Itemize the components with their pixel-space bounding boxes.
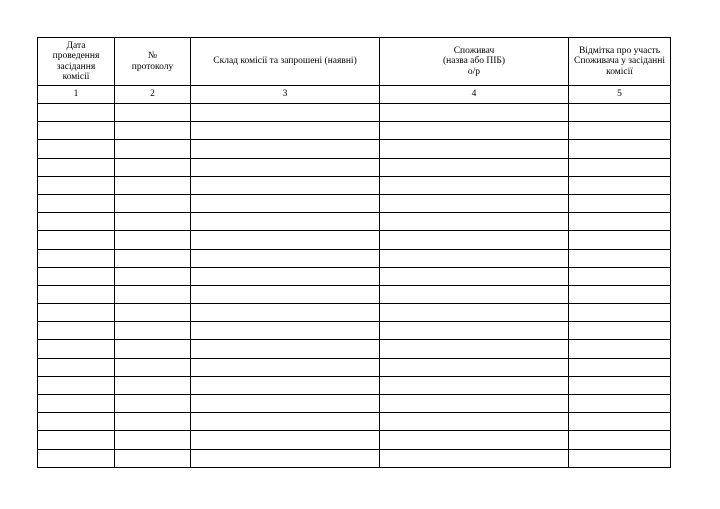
table-cell[interactable]: [38, 213, 115, 231]
table-row: [38, 358, 671, 376]
table-cell[interactable]: [380, 340, 569, 358]
header-consumer: Споживач (назва або ПІБ) о/р: [380, 38, 569, 86]
table-cell[interactable]: [115, 304, 191, 322]
column-number: 3: [191, 86, 380, 104]
column-number: 2: [115, 86, 191, 104]
table-row: [38, 376, 671, 394]
table-cell[interactable]: [380, 140, 569, 158]
table-cell[interactable]: [380, 122, 569, 140]
table-cell[interactable]: [380, 395, 569, 413]
table-cell[interactable]: [191, 449, 380, 467]
table-row: [38, 213, 671, 231]
table-cell[interactable]: [569, 122, 671, 140]
table-cell[interactable]: [191, 267, 380, 285]
table-cell[interactable]: [569, 413, 671, 431]
table-cell[interactable]: [380, 376, 569, 394]
table-cell[interactable]: [115, 104, 191, 122]
table-cell[interactable]: [115, 267, 191, 285]
table-cell[interactable]: [191, 140, 380, 158]
table-row: [38, 431, 671, 449]
table-row: [38, 140, 671, 158]
table-row: [38, 285, 671, 303]
table-cell[interactable]: [191, 122, 380, 140]
table-row: [38, 267, 671, 285]
table-cell[interactable]: [380, 304, 569, 322]
table-cell[interactable]: [380, 431, 569, 449]
table-cell[interactable]: [191, 249, 380, 267]
table-cell[interactable]: [380, 413, 569, 431]
table-cell[interactable]: [380, 322, 569, 340]
column-number: 4: [380, 86, 569, 104]
table-row: [38, 194, 671, 212]
table-cell[interactable]: [569, 449, 671, 467]
table-cell[interactable]: [380, 285, 569, 303]
table-cell[interactable]: [38, 158, 115, 176]
table-cell[interactable]: [569, 285, 671, 303]
table-cell[interactable]: [115, 285, 191, 303]
table-cell[interactable]: [380, 194, 569, 212]
column-number-row: [38, 86, 671, 104]
table-cell[interactable]: [115, 176, 191, 194]
table-cell[interactable]: [115, 249, 191, 267]
table-cell[interactable]: [38, 267, 115, 285]
table-cell[interactable]: [191, 358, 380, 376]
table-cell[interactable]: [569, 213, 671, 231]
table-row: [38, 231, 671, 249]
table-cell[interactable]: [115, 376, 191, 394]
column-number: 5: [569, 86, 671, 104]
table-cell[interactable]: [191, 176, 380, 194]
table-cell[interactable]: [569, 322, 671, 340]
header-commission-members: Склад комісії та запрошені (наявні): [191, 38, 380, 86]
table-cell[interactable]: [115, 431, 191, 449]
table-cell[interactable]: [191, 340, 380, 358]
table-cell[interactable]: [569, 176, 671, 194]
table-cell[interactable]: [38, 176, 115, 194]
table-cell[interactable]: [38, 249, 115, 267]
table-row: [38, 413, 671, 431]
commission-register-table: [37, 37, 671, 468]
table-cell[interactable]: [569, 395, 671, 413]
table-cell[interactable]: [191, 285, 380, 303]
table-cell[interactable]: [115, 449, 191, 467]
table-cell[interactable]: [115, 122, 191, 140]
table-cell[interactable]: [569, 340, 671, 358]
table-cell[interactable]: [191, 413, 380, 431]
table-cell[interactable]: [569, 140, 671, 158]
header-protocol-number: № протоколу: [115, 38, 191, 86]
table-cell[interactable]: [191, 213, 380, 231]
table-cell[interactable]: [569, 431, 671, 449]
table-cell[interactable]: [38, 104, 115, 122]
table-cell[interactable]: [38, 413, 115, 431]
column-number: 1: [38, 86, 115, 104]
table-cell[interactable]: [569, 158, 671, 176]
table-row: [38, 304, 671, 322]
table-cell[interactable]: [191, 376, 380, 394]
table-cell[interactable]: [380, 231, 569, 249]
table-cell[interactable]: [380, 267, 569, 285]
header-meeting-date: Дата проведення засідання комісії: [38, 38, 115, 86]
table-cell[interactable]: [380, 176, 569, 194]
table-cell[interactable]: [569, 376, 671, 394]
table-row: [38, 249, 671, 267]
table-row: [38, 449, 671, 467]
table-cell[interactable]: [380, 249, 569, 267]
table-cell[interactable]: [380, 158, 569, 176]
table-row: [38, 158, 671, 176]
table-cell[interactable]: [191, 231, 380, 249]
table-cell[interactable]: [38, 140, 115, 158]
table-cell[interactable]: [191, 431, 380, 449]
table-row: [38, 122, 671, 140]
table-cell[interactable]: [115, 395, 191, 413]
table-cell[interactable]: [191, 395, 380, 413]
table-cell[interactable]: [115, 213, 191, 231]
header-row: [38, 38, 671, 86]
register-body: [38, 104, 671, 468]
table-row: [38, 340, 671, 358]
header-consumer-participation: Відмітка про участь Споживача у засіданні комісії: [569, 38, 671, 86]
table-cell[interactable]: [115, 358, 191, 376]
table-cell[interactable]: [380, 358, 569, 376]
table-cell[interactable]: [38, 304, 115, 322]
table-cell[interactable]: [115, 140, 191, 158]
table-cell[interactable]: [380, 104, 569, 122]
table-cell[interactable]: [191, 158, 380, 176]
table-cell[interactable]: [115, 194, 191, 212]
table-cell[interactable]: [38, 449, 115, 467]
table-cell[interactable]: [191, 194, 380, 212]
table-cell[interactable]: [38, 340, 115, 358]
table-cell[interactable]: [115, 322, 191, 340]
table-cell[interactable]: [191, 104, 380, 122]
table-cell[interactable]: [569, 358, 671, 376]
table-cell[interactable]: [38, 376, 115, 394]
table-cell[interactable]: [38, 322, 115, 340]
table-cell[interactable]: [38, 431, 115, 449]
table-cell[interactable]: [38, 231, 115, 249]
table-cell[interactable]: [191, 322, 380, 340]
table-cell[interactable]: [569, 267, 671, 285]
table-cell[interactable]: [38, 122, 115, 140]
document-sheet: [37, 37, 670, 468]
table-cell[interactable]: [380, 449, 569, 467]
table-cell[interactable]: [38, 395, 115, 413]
table-cell[interactable]: [569, 104, 671, 122]
table-cell[interactable]: [38, 194, 115, 212]
table-cell[interactable]: [380, 213, 569, 231]
table-cell[interactable]: [569, 231, 671, 249]
table-cell[interactable]: [38, 285, 115, 303]
table-cell[interactable]: [115, 231, 191, 249]
table-row: [38, 395, 671, 413]
table-cell[interactable]: [569, 249, 671, 267]
table-cell[interactable]: [569, 194, 671, 212]
table-cell[interactable]: [115, 158, 191, 176]
table-cell[interactable]: [115, 340, 191, 358]
table-cell[interactable]: [115, 413, 191, 431]
table-cell[interactable]: [38, 358, 115, 376]
table-row: [38, 176, 671, 194]
table-row: [38, 322, 671, 340]
table-cell[interactable]: [569, 304, 671, 322]
table-row: [38, 104, 671, 122]
table-cell[interactable]: [191, 304, 380, 322]
